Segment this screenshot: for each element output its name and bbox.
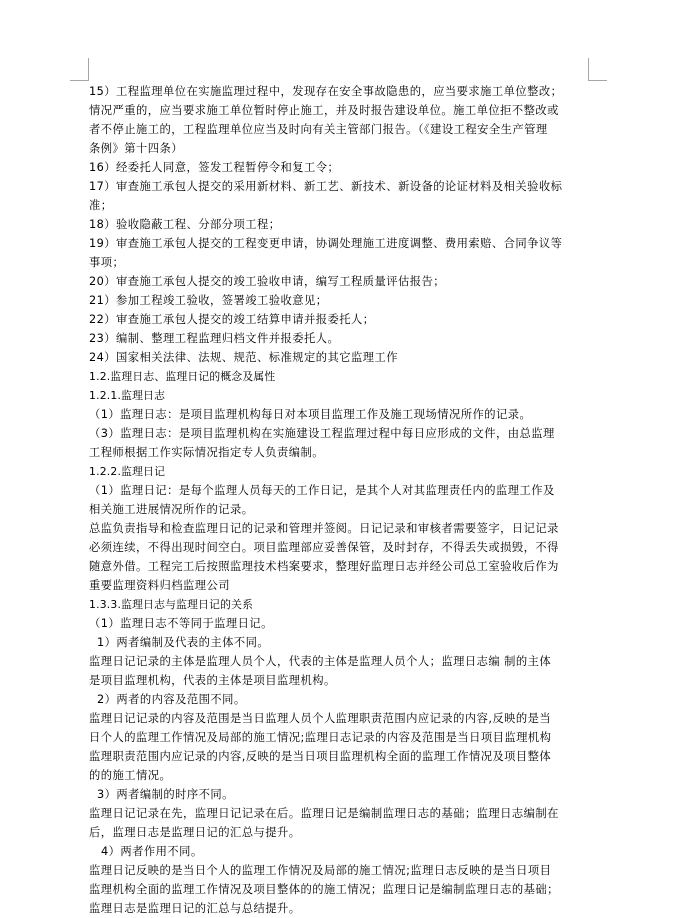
text-line: 18）验收隐蔽工程、分部分项工程；: [89, 218, 281, 231]
text-line: （1）监理日志不等同于监理日记。: [89, 617, 273, 630]
text-line: 19）审查施工承包人提交的工程变更申请，协调处理施工进度调整、费用索赔、合同争议等: [89, 237, 563, 250]
list-item-heading: 1）两者编制及代表的主体不同。: [97, 636, 270, 649]
text-line: 条例》第十四条）: [89, 142, 183, 155]
text-line: 21）参加工程竣工验收，签署竣工验收意见；: [89, 294, 328, 307]
section-heading: 1.2.监理日志、监理日记的概念及属性: [89, 370, 276, 383]
text-line: 23）编制、整理工程监理归档文件并报委托人。: [89, 332, 340, 345]
text-line: 事项；: [89, 256, 125, 269]
text-line: 监理日记记录的主体是监理人员个人，代表的主体是监理人员个人；监理日志编 制的主体: [89, 655, 552, 668]
text-line: 监理日记反映的是当日个人的监理工作情况及局部的施工情况;监理日志反映的是当日项目: [89, 864, 552, 877]
text-line: 的的施工情况。: [89, 769, 172, 782]
page-corner-mark-left: [70, 58, 89, 81]
text-line: 必须连续，不得出现时间空白。项目监理部应妥善保管，及时封存，不得丢失或损毁，不得: [89, 541, 559, 554]
text-line: （3）监理日志：是项目监理机构在实施建设工程监理过程中每日应形成的文件，由总监理: [89, 427, 555, 440]
text-line: 监理职责范围内应记录的内容,反映的是当日项目监理机构全面的监理工作情况及项目整体: [89, 750, 552, 763]
text-line: 者不停止施工的，工程监理单位应当及时向有关主管部门报告。（《建设工程安全生产管理: [89, 123, 548, 136]
text-line: 24）国家相关法律、法规、规范、标准规定的其它监理工作: [89, 351, 398, 364]
text-line: 准；: [89, 199, 113, 212]
text-line: 总监负责指导和检查监理日记的记录和管理并签阅。日记记录和审核者需要签字，日记记录: [89, 522, 559, 535]
document-body: [89, 82, 589, 918]
text-line: 16）经委托人同意，签发工程暂停令和复工令；: [89, 161, 340, 174]
page-corner-mark-right: [588, 58, 607, 81]
text-line: 情况严重的，应当要求施工单位暂时停止施工，并及时报告建设单位。施工单位拒不整改或: [89, 104, 559, 117]
list-item-heading: 3）两者编制的时序不同。: [97, 788, 234, 801]
subsection-heading: 1.2.1.监理日志: [89, 389, 166, 402]
list-item-heading: 4）两者作用不同。: [101, 845, 203, 858]
text-line: （1）监理日记：是每个监理人员每天的工作日记，是其个人对其监理责任内的监理工作及: [89, 484, 555, 497]
text-line: 相关施工进展情况所作的记录。: [89, 503, 254, 516]
text-line: 22）审查施工承包人提交的竣工结算申请并报委托人；: [89, 313, 375, 326]
text-line: 监理机构全面的监理工作情况及项目整体的的施工情况；监理日记是编制监理日志的基础；: [89, 883, 559, 896]
text-line: 17）审查施工承包人提交的采用新材料、新工艺、新技术、新设备的论证材料及相关验收标: [89, 180, 563, 193]
text-line: 监理日记记录的内容及范围是当日监理人员个人监理职责范围内应记录的内容,反映的是当: [89, 712, 552, 725]
text-line: 监理日记记录在先，监理日记记录在后。监理日记是编制监理日志的基础；监理日志编制在: [89, 807, 559, 820]
list-item-heading: 2）两者的内容及范围不同。: [97, 693, 246, 706]
text-line: 20）审查施工承包人提交的竣工验收申请，编写工程质量评估报告；: [89, 275, 445, 288]
subsection-heading: 1.2.2.监理日记: [89, 465, 166, 478]
text-line: 工程师根据工作实际情况指定专人负责编制。: [89, 446, 324, 459]
text-line: 后，监理日志是监理日记的汇总与提升。: [89, 826, 301, 839]
text-line: 是项目监理机构，代表的主体是项目监理机构。: [89, 674, 336, 687]
text-line: 重要监理资料归档监理公司: [89, 579, 230, 592]
text-line: 15）工程监理单位在实施监理过程中，发现存在安全事故隐患的，应当要求施工单位整改；: [89, 85, 563, 98]
text-line: 监理日志是监理日记的汇总与总结提升。: [89, 902, 301, 915]
text-line: 随意外借。工程完工后按照监理技术档案要求，整理好监理日志并经公司总工室验收后作为: [89, 560, 559, 573]
text-line: （1）监理日志：是项目监理机构每日对本项目监理工作及施工现场情况所作的记录。: [89, 408, 532, 421]
text-line: 日个人的监理工作情况及局部的施工情况;监理日志记录的内容及范围是当日项目监理机构: [89, 731, 552, 744]
subsection-heading: 1.3.3.监理日志与监理日记的关系: [89, 598, 254, 611]
